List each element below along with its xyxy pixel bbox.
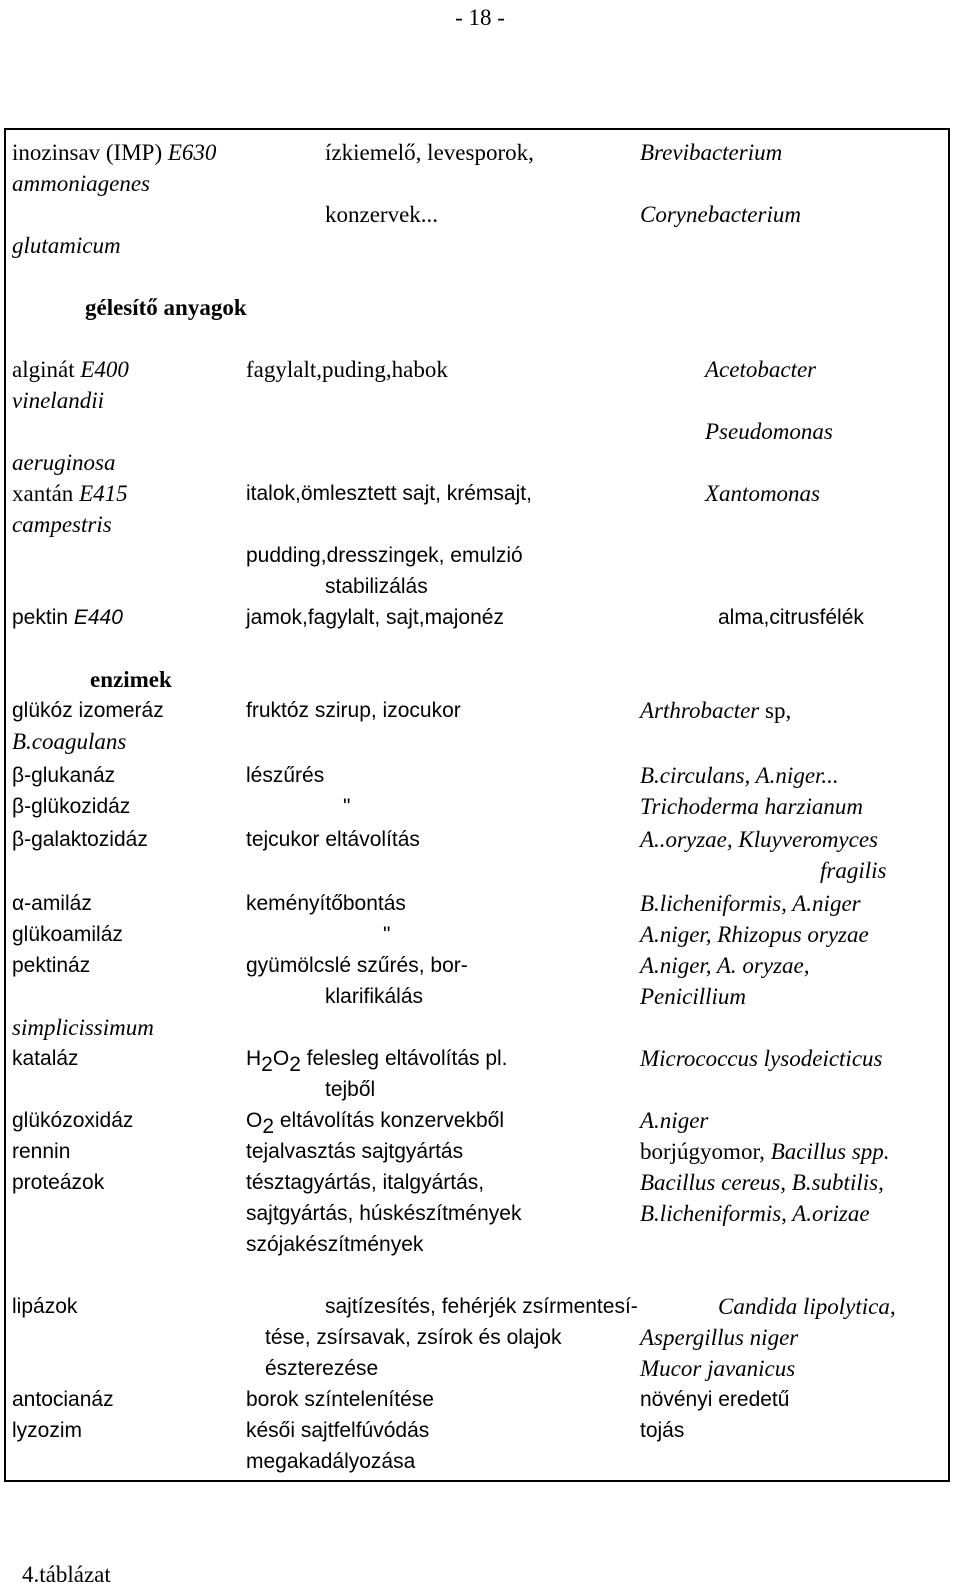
source-text: tojás [640,1419,685,1442]
source-organism: Arthrobacter sp, [640,698,792,723]
use-text: pudding,dresszingek, emulzió [246,544,523,567]
source-organism: Corynebacterium [640,202,801,227]
use-text: tése, zsírsavak, zsírok és olajok [265,1326,562,1349]
source-organism: Micrococcus lysodeicticus [640,1046,883,1071]
source-organism: Trichoderma harzianum [640,794,863,819]
use-text: italok,ömlesztett sajt, krémsajt, [246,482,532,505]
source-organism: simplicissimum [12,1015,154,1040]
enzyme-name: rennin [12,1140,71,1163]
source-organism: Penicillium [640,984,747,1009]
additive-name: alginát E400 [12,357,129,382]
source-organism: aeruginosa [12,450,116,475]
additive-name: pektin E440 [12,606,123,629]
use-text: sajtízesítés, fehérjék zsírmentesí- [325,1295,638,1318]
use-text: borok színtelenítése [246,1388,434,1411]
source-organism: Xantomonas [705,481,820,506]
use-text: tésztagyártás, italgyártás, [246,1171,485,1194]
enzyme-name: proteázok [12,1171,105,1194]
source-organism: Pseudomonas [705,419,833,444]
additive-name: inozinsav (IMP) E630 [12,140,217,165]
use-text: jamok,fagylalt, sajt,majonéz [246,606,504,629]
enzyme-name: kataláz [12,1047,79,1070]
enzyme-name: α-amiláz [12,892,92,915]
source-organism: ammoniagenes [12,171,150,196]
enzyme-name: pektináz [12,954,91,977]
use-text: H2O2 felesleg eltávolítás pl. [246,1047,508,1076]
source-organism: B.coagulans [12,729,127,754]
use-text: fagylalt,puding,habok [246,357,448,382]
source-organism: glutamicum [12,233,121,258]
enzyme-name: β-glukanáz [12,764,116,787]
use-text: tejcukor eltávolítás [246,828,420,851]
additive-name: xantán E415 [12,481,128,506]
use-text: tejalvasztás sajtgyártás [246,1140,464,1163]
source-text: növényi eredetű [640,1388,790,1411]
source-organism: Bacillus cereus, B.subtilis, [640,1170,884,1195]
source-organism: Mucor javanicus [640,1356,796,1381]
enzyme-name: glükóz izomeráz [12,699,164,722]
source-organism: B.circulans, A.niger... [640,763,839,788]
use-text: észterezése [265,1357,379,1380]
use-text: késői sajtfelfúvódás [246,1419,430,1442]
use-text: ízkiemelő, levesporok, [325,140,534,165]
use-text: megakadályozása [246,1450,416,1473]
use-text: szójakészítmények [246,1233,424,1256]
enzyme-name: antocianáz [12,1388,114,1411]
enzyme-name: β-glükozidáz [12,795,131,818]
use-text: O2 eltávolítás konzervekből [246,1109,504,1138]
source-organism: vinelandii [12,388,104,413]
source-organism: borjúgyomor, Bacillus spp. [640,1139,890,1164]
use-text: klarifikálás [325,985,424,1008]
enzyme-name: glükoamiláz [12,923,123,946]
use-text: stabilizálás [325,575,428,598]
source-organism: Acetobacter [705,357,817,382]
source-organism: A..oryzae, Kluyveromyces [640,827,879,852]
table-caption: 4.táblázat [22,1562,111,1587]
source-organism: Candida lipolytica, [718,1294,896,1319]
source-organism: B.licheniformis, A.niger [640,891,861,916]
source-text: alma,citrusfélék [718,606,864,629]
source-organism: fragilis [820,858,887,883]
use-text: keményítőbontás [246,892,406,915]
use-text: lészűrés [246,764,325,787]
ditto-mark: " [343,795,351,818]
source-organism: campestris [12,512,112,537]
ditto-mark: " [383,923,391,946]
source-organism: B.licheniformis, A.orizae [640,1201,870,1226]
use-text: sajtgyártás, húskészítmények [246,1202,522,1225]
source-organism: A.niger, Rhizopus oryzae [640,922,869,947]
use-text: konzervek... [325,202,439,227]
use-text: tejből [325,1078,376,1101]
enzyme-name: lyzozim [12,1419,83,1442]
enzyme-name: β-galaktozidáz [12,828,148,851]
enzyme-name: lipázok [12,1295,78,1318]
source-organism: Aspergillus niger [640,1325,799,1350]
use-text: gyümölcslé szűrés, bor- [246,954,468,977]
source-organism: A.niger, A. oryzae, [640,953,810,978]
source-organism: Brevibacterium [640,140,783,165]
use-text: fruktóz szirup, izocukor [246,699,461,722]
section-heading-enzymes: enzimek [90,667,172,692]
enzyme-name: glükózoxidáz [12,1109,134,1132]
section-heading-gel: gélesítő anyagok [85,295,247,320]
page-number: - 18 - [455,5,505,30]
source-organism: A.niger [640,1108,709,1133]
